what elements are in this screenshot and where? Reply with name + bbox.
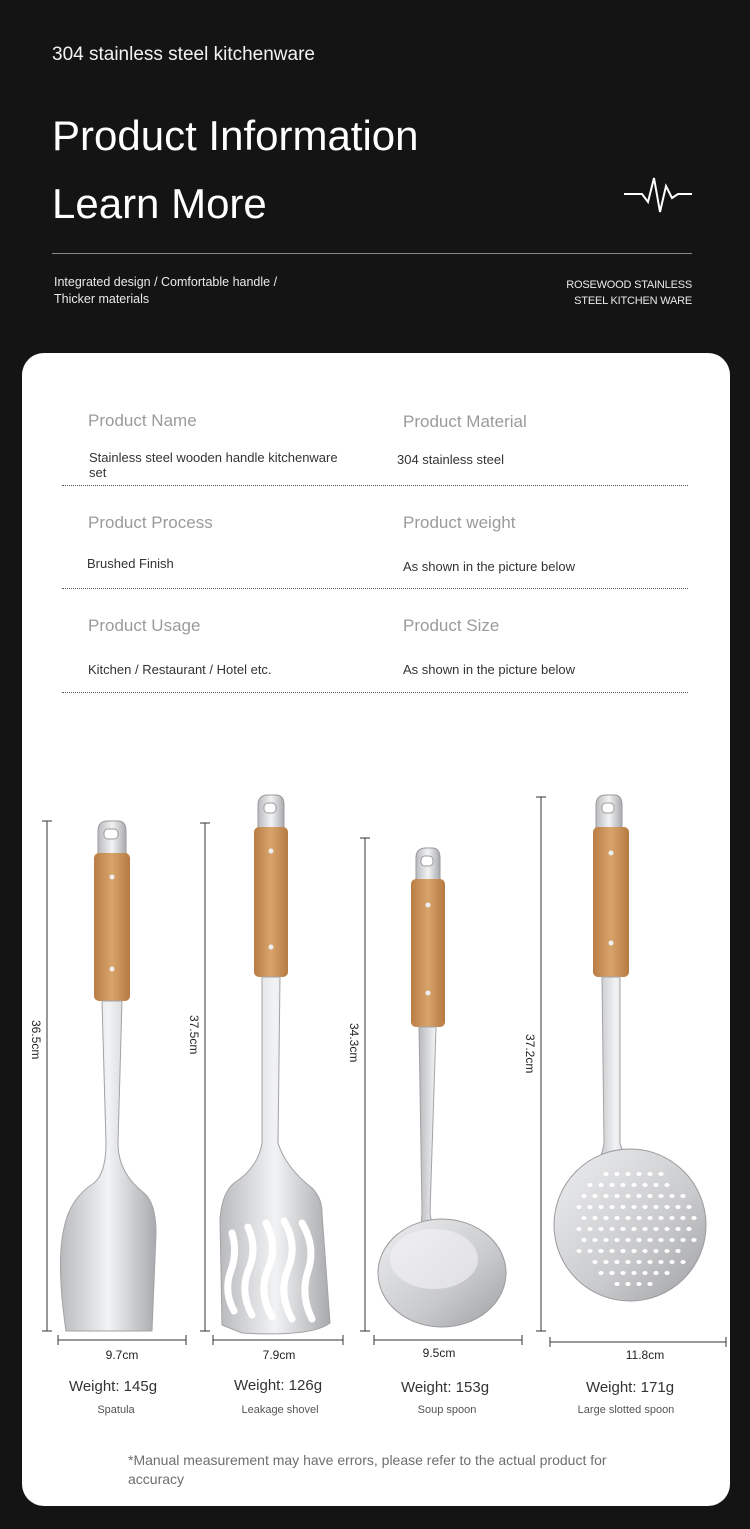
slot-hole bbox=[658, 1216, 663, 1220]
slot-hole bbox=[642, 1205, 647, 1209]
slot-hole bbox=[598, 1205, 603, 1209]
spec-label-weight: Product weight bbox=[403, 513, 516, 532]
slot-hole bbox=[636, 1282, 641, 1286]
product-info-card bbox=[22, 353, 730, 1506]
slot-hole bbox=[664, 1183, 669, 1187]
slot-hole bbox=[620, 1183, 625, 1187]
slot-hole bbox=[675, 1249, 680, 1253]
slot-hole bbox=[620, 1249, 625, 1253]
slot-hole bbox=[614, 1172, 619, 1176]
feature-summary: Integrated design / Comfortable handle / Thicker materials bbox=[54, 275, 278, 306]
utensil-illustrations bbox=[22, 353, 730, 1506]
slot-hole bbox=[664, 1227, 669, 1231]
slot-hole bbox=[603, 1216, 608, 1220]
slot-hole bbox=[669, 1216, 674, 1220]
name-spatula: Spatula bbox=[97, 1404, 135, 1416]
slot-hole bbox=[592, 1194, 597, 1198]
slot-hole bbox=[642, 1183, 647, 1187]
slot-hole bbox=[598, 1271, 603, 1275]
slotted-spoon-image bbox=[554, 795, 706, 1301]
spec-label-size: Product Size bbox=[403, 616, 500, 635]
slot-hole bbox=[664, 1271, 669, 1275]
slot-hole bbox=[609, 1205, 614, 1209]
slot-hole bbox=[680, 1216, 685, 1220]
slot-hole bbox=[680, 1194, 685, 1198]
weight-soup-spoon: Weight: 153g bbox=[400, 1379, 490, 1396]
heartbeat-line-icon bbox=[622, 172, 694, 216]
slot-hole bbox=[642, 1271, 647, 1275]
slot-hole bbox=[647, 1172, 652, 1176]
slot-hole bbox=[625, 1194, 630, 1198]
slot-hole bbox=[653, 1271, 658, 1275]
slot-hole bbox=[631, 1227, 636, 1231]
slot-hole bbox=[587, 1183, 592, 1187]
name-soup-spoon: Soup spoon bbox=[417, 1404, 477, 1416]
slot-hole bbox=[669, 1194, 674, 1198]
slot-hole bbox=[664, 1249, 669, 1253]
header-subtitle: 304 stainless steel kitchenware bbox=[52, 44, 315, 65]
slot-hole bbox=[675, 1227, 680, 1231]
slot-hole bbox=[647, 1194, 652, 1198]
length-label-slotted-spoon: 37.2cm bbox=[523, 1034, 537, 1074]
slot-hole bbox=[631, 1249, 636, 1253]
slot-hole bbox=[598, 1227, 603, 1231]
slot-hole bbox=[587, 1249, 592, 1253]
brand-tagline-line2: STEEL KITCHEN WARE bbox=[574, 295, 692, 307]
page-title-secondary: Learn More bbox=[52, 180, 267, 227]
slot-hole bbox=[636, 1238, 641, 1242]
spec-value-weight: As shown in the picture below bbox=[403, 559, 575, 574]
slot-hole bbox=[653, 1205, 658, 1209]
slot-hole bbox=[614, 1282, 619, 1286]
name-slotted-spoon: Large slotted spoon bbox=[577, 1404, 675, 1416]
slot-hole bbox=[592, 1260, 597, 1264]
spec-label-name: Product Name bbox=[88, 411, 197, 430]
slot-hole bbox=[581, 1238, 586, 1242]
slot-hole bbox=[636, 1260, 641, 1264]
spatula-image bbox=[60, 821, 156, 1331]
width-label-soup-spoon: 9.5cm bbox=[422, 1346, 456, 1360]
slot-hole bbox=[664, 1205, 669, 1209]
slot-hole bbox=[625, 1216, 630, 1220]
slot-hole bbox=[587, 1227, 592, 1231]
slot-hole bbox=[636, 1194, 641, 1198]
slot-hole bbox=[576, 1249, 581, 1253]
slot-hole bbox=[576, 1205, 581, 1209]
slot-hole bbox=[620, 1205, 625, 1209]
slot-hole bbox=[603, 1260, 608, 1264]
slot-hole bbox=[598, 1249, 603, 1253]
spec-label-process: Product Process bbox=[88, 513, 213, 532]
slot-hole bbox=[658, 1194, 663, 1198]
brand-tagline-line1: ROSEWOOD STAINLESS bbox=[566, 279, 692, 291]
header-divider bbox=[52, 253, 692, 254]
slot-hole bbox=[658, 1260, 663, 1264]
slot-hole bbox=[620, 1227, 625, 1231]
slot-hole bbox=[642, 1249, 647, 1253]
slot-hole bbox=[587, 1205, 592, 1209]
slot-hole bbox=[636, 1172, 641, 1176]
spec-value-usage: Kitchen / Restaurant / Hotel etc. bbox=[88, 662, 272, 677]
slot-hole bbox=[614, 1238, 619, 1242]
slot-hole bbox=[631, 1205, 636, 1209]
slot-hole bbox=[609, 1271, 614, 1275]
slot-hole bbox=[625, 1260, 630, 1264]
spec-value-process: Brushed Finish bbox=[87, 556, 174, 571]
width-label-slotted-spoon: 11.8cm bbox=[625, 1348, 665, 1362]
slot-hole bbox=[647, 1260, 652, 1264]
slot-hole bbox=[669, 1260, 674, 1264]
slot-hole bbox=[669, 1238, 674, 1242]
slot-hole bbox=[614, 1260, 619, 1264]
slot-hole bbox=[620, 1271, 625, 1275]
length-label-soup-spoon: 34.3cm bbox=[347, 1023, 361, 1063]
slot-hole bbox=[680, 1238, 685, 1242]
slot-hole bbox=[603, 1238, 608, 1242]
slot-hole bbox=[581, 1216, 586, 1220]
slot-hole bbox=[625, 1282, 630, 1286]
slot-hole bbox=[653, 1249, 658, 1253]
slot-hole bbox=[625, 1172, 630, 1176]
width-label-leakage-shovel: 7.9cm bbox=[262, 1348, 296, 1362]
length-label-leakage-shovel: 37.5cm bbox=[187, 1015, 201, 1055]
name-leakage-shovel: Leakage shovel bbox=[241, 1404, 319, 1416]
measurement-note: *Manual measurement may have errors, please refer to the actual product for accuracy bbox=[128, 1452, 607, 1487]
slot-hole bbox=[609, 1183, 614, 1187]
slot-hole bbox=[592, 1216, 597, 1220]
leakage-shovel-image bbox=[220, 795, 330, 1334]
slot-hole bbox=[686, 1205, 691, 1209]
brand-tagline bbox=[492, 277, 692, 309]
slot-hole bbox=[576, 1227, 581, 1231]
weight-spatula: Weight: 145g bbox=[68, 1378, 158, 1395]
slot-hole bbox=[647, 1216, 652, 1220]
spec-label-material: Product Material bbox=[403, 412, 527, 431]
slot-hole bbox=[647, 1238, 652, 1242]
slot-hole bbox=[680, 1260, 685, 1264]
slot-hole bbox=[658, 1172, 663, 1176]
spec-value-name: Stainless steel wooden handle kitchenware set bbox=[89, 450, 338, 480]
slot-hole bbox=[609, 1227, 614, 1231]
soup-spoon-image bbox=[378, 848, 506, 1327]
slot-hole bbox=[653, 1227, 658, 1231]
slot-hole bbox=[581, 1194, 586, 1198]
slot-hole bbox=[686, 1227, 691, 1231]
slot-hole bbox=[647, 1282, 652, 1286]
slot-hole bbox=[658, 1238, 663, 1242]
width-label-spatula: 9.7cm bbox=[105, 1348, 139, 1362]
slot-hole bbox=[614, 1216, 619, 1220]
length-label-spatula: 36.5cm bbox=[29, 1020, 43, 1060]
slot-hole bbox=[691, 1238, 696, 1242]
slot-hole bbox=[592, 1238, 597, 1242]
slot-hole bbox=[691, 1216, 696, 1220]
page-title: Product Information bbox=[52, 112, 419, 159]
slot-hole bbox=[631, 1271, 636, 1275]
slot-hole bbox=[603, 1172, 608, 1176]
slot-hole bbox=[609, 1249, 614, 1253]
weight-leakage-shovel: Weight: 126g bbox=[233, 1377, 323, 1394]
spec-value-material: 304 stainless steel bbox=[397, 452, 504, 467]
slot-hole bbox=[631, 1183, 636, 1187]
slot-hole bbox=[675, 1205, 680, 1209]
weight-slotted-spoon: Weight: 171g bbox=[585, 1379, 675, 1396]
spec-label-usage: Product Usage bbox=[88, 616, 201, 635]
slot-hole bbox=[614, 1194, 619, 1198]
slot-hole bbox=[625, 1238, 630, 1242]
slot-hole bbox=[598, 1183, 603, 1187]
slot-hole bbox=[653, 1183, 658, 1187]
slot-hole bbox=[603, 1194, 608, 1198]
slot-hole bbox=[642, 1227, 647, 1231]
spec-value-size: As shown in the picture below bbox=[403, 662, 575, 677]
slot-hole bbox=[636, 1216, 641, 1220]
